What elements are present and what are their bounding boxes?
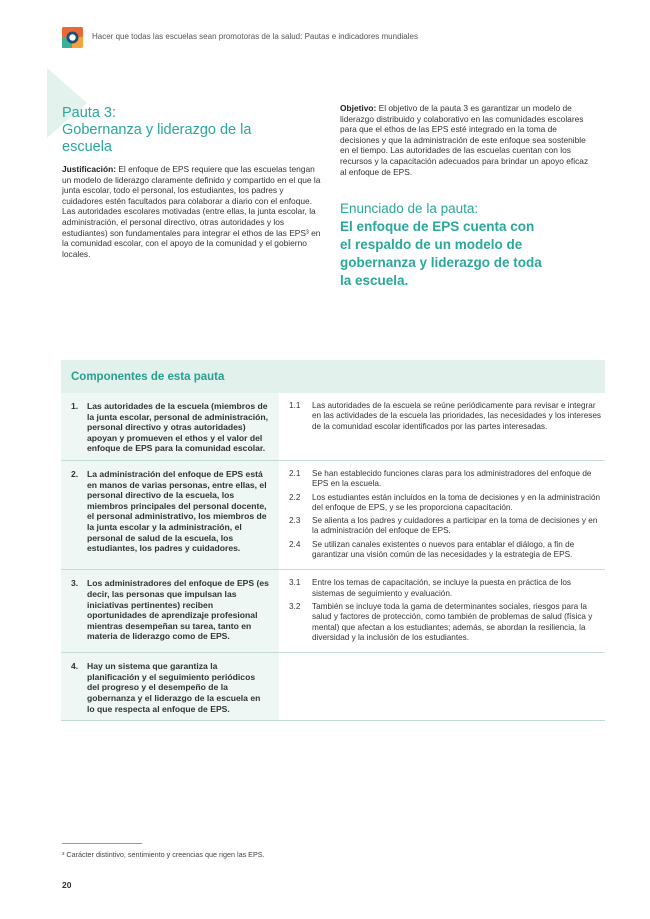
component-row: [61, 570, 605, 653]
statement-text: [340, 218, 595, 290]
statement-line2: el respaldo de un modelo de: [340, 237, 523, 253]
components-rows: [61, 393, 605, 721]
indicator-number: 1.1: [289, 401, 301, 410]
indicator-number: 2.4: [289, 539, 301, 549]
indicator-text: Entre los temas de capacitación, se incluye la puesta en práctica de los sistemas de seguimiento y evaluación.: [312, 578, 571, 598]
page-number: 20: [62, 880, 72, 890]
indicator-number: 3.1: [289, 578, 301, 588]
component-text: Los administradores del enfoque de EPS (es decir, las personas que impulsan las iniciativas pertinentes) reciben oportunidades de aprendizaje profesional mientras desempeñan su tarea, tanto en materia de liderazgo como de EPS.: [87, 578, 269, 642]
objective-label: Objetivo:: [340, 103, 377, 113]
indicator-item: [289, 578, 601, 599]
indicator-item: [289, 493, 601, 514]
statement-heading: Enunciado de la pauta:: [340, 201, 479, 217]
footnote-divider: [62, 843, 142, 844]
indicator-text: También se incluye toda la gama de determinantes sociales, riesgos para la salud y factores de protección, como también de problemas de salud (física y mental) que afectan a los estudiantes; además, se abordan la resiliencia, la diversidad y la inclusión de los estudiantes.: [312, 601, 593, 642]
component-statement: [61, 653, 279, 720]
pauta-title-line2: Gobernanza y liderazgo de la: [62, 122, 252, 138]
indicator-list: [279, 570, 605, 652]
component-statement: [61, 570, 279, 652]
who-logo-icon: [62, 27, 83, 48]
indicator-item: [289, 540, 601, 561]
indicator-item: [289, 602, 601, 643]
pauta-title-line3: escuela: [62, 139, 112, 155]
components-table: [61, 360, 605, 721]
component-number: 1.: [71, 401, 79, 411]
justification-paragraph: [62, 164, 324, 259]
indicator-text: Se alienta a los padres y cuidadores a participar en la toma de decisiones y en la administración del enfoque de EPS.: [312, 516, 598, 536]
component-statement: [61, 461, 279, 569]
indicator-list: [279, 461, 605, 569]
justification-label: Justificación:: [62, 164, 116, 174]
indicator-list: [279, 393, 605, 460]
component-text: La administración del enfoque de EPS está en manos de varias personas, entre ellas, el personal directivo de la escuela, los miembros principales del personal docente, el personal administrativo, los miembros de la junta escolar y la administración, el personal de salud de la escuela, los estudiantes, los padres y cuidadores.: [87, 468, 267, 554]
statement-line4: la escuela.: [340, 273, 409, 289]
component-row: [61, 461, 605, 570]
component-text: Hay un sistema que garantiza la planificación y el seguimiento periódicos del progreso y el desempeño de la gobernanza y el liderazgo de la escuela en lo que respecta al enfoque de EPS.: [87, 661, 261, 714]
indicator-list: [279, 653, 605, 720]
component-row: [61, 653, 605, 721]
indicator-text: Los estudiantes están incluidos en la toma de decisiones y en la administración del enfoque de EPS, y se les proporciona capacitación.: [312, 492, 601, 512]
component-number: 4.: [71, 661, 79, 672]
components-title: Componentes de esta pauta: [61, 360, 605, 393]
indicator-item: [289, 401, 601, 432]
justification-text: El enfoque de EPS requiere que las escuelas tengan un modelo de liderazgo claramente definido y compartido en el que la junta escolar, todo el personal, los estudiantes, los padres y cuidadores estén facultados para colaborar a diario con el enfoque. Las autoridades escolares motivadas (entre ellas, la junta escolar, la administración, el personal directivo, otras autoridades y los estudiantes) son fundamentales para integrar el ethos de las EPS³ en la comunidad escolar, con el apoyo de la comunidad y el gobierno locales.: [62, 164, 321, 259]
component-row: [61, 393, 605, 461]
pauta-title: [62, 105, 324, 156]
component-number: 3.: [71, 578, 79, 589]
indicator-item: [289, 469, 601, 490]
indicator-number: 2.2: [289, 492, 301, 502]
indicator-text: Se utilizan canales existentes o nuevos para entablar el diálogo, a fin de garantizar una visión común de las necesidades y la estrategia de EPS.: [312, 539, 575, 560]
component-statement: [61, 393, 279, 460]
objective-text: El objetivo de la pauta 3 es garantizar un modelo de liderazgo distribuido y colaborativo en las comunidades escolares para que el ethos de las EPS esté integrado en la toma de decisiones y que la administración de este enfoque sea sostenible en el tiempo. Las autoridades de las escuelas cuentan con los recursos y la capacitación adecuados para brindar un apoyo eficaz al enfoque de EPS.: [340, 103, 589, 177]
pauta-title-line1: Pauta 3:: [62, 105, 117, 121]
indicator-number: 3.2: [289, 601, 301, 611]
statement-line1: El enfoque de EPS cuenta con: [340, 219, 535, 235]
indicator-text: Se han establecido funciones claras para los administradores del enfoque de EPS en la escuela.: [312, 468, 592, 489]
component-number: 2.: [71, 468, 79, 479]
indicator-number: 2.3: [289, 516, 301, 526]
indicator-number: 2.1: [289, 468, 301, 478]
statement-line3: gobernanza y liderazgo de toda: [340, 255, 542, 271]
left-column: [62, 105, 324, 259]
objective-paragraph: [340, 103, 595, 177]
indicator-text: Las autoridades de la escuela se reúne periódicamente para revisar e integrar en las actividades de la escuela las prioridades, las necesidades y los intereses de la comunidad escolar identificados por las partes interesadas.: [312, 401, 602, 431]
component-text: Las autoridades de la escuela (miembros de la junta escolar, personal de administración, personal directivo y otras autoridades) apoyan y promueven el ethos y el valor del enfoque de EPS para la comunidad escolar.: [87, 401, 269, 454]
running-header: Hacer que todas las escuelas sean promotoras de la salud: Pautas e indicadores mundiales: [92, 32, 418, 41]
indicator-item: [289, 516, 601, 537]
footnote: ³ Carácter distintivo, sentimiento y creencias que rigen las EPS.: [62, 850, 265, 859]
right-column: [340, 103, 595, 290]
